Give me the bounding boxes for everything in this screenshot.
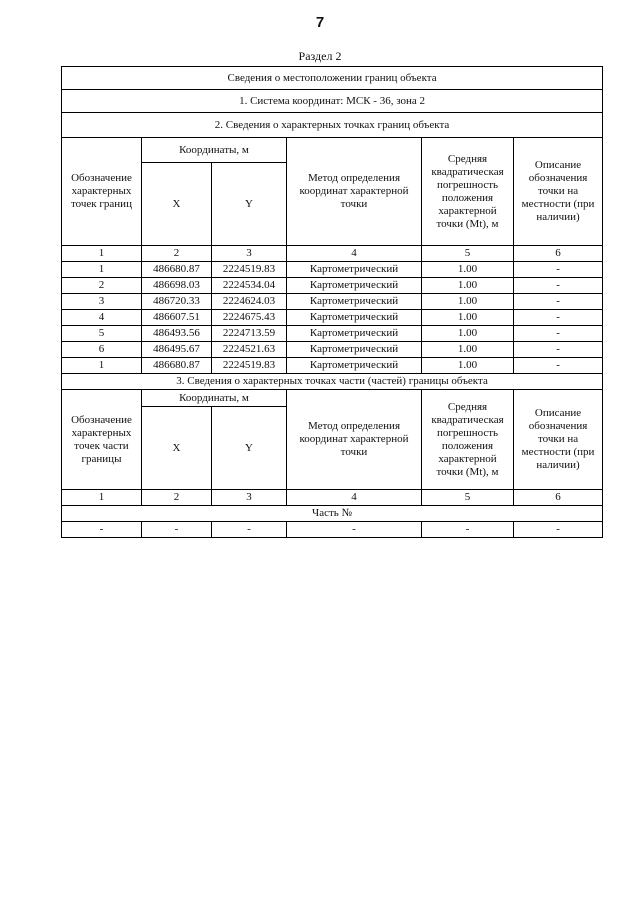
table-title: Сведения о местоположении границ объекта (62, 67, 603, 90)
section1-header-y: Y (212, 163, 287, 246)
table-cell: 486680.87 (142, 262, 212, 278)
section2-header-method: Метод определения координат характерной точки (287, 390, 422, 490)
table-row (62, 262, 603, 278)
section2-column-number: 1 (62, 490, 142, 506)
table-cell: Картометрический (287, 278, 422, 294)
section2-header-description: Описание обозначения точки на местности (при наличии) (514, 390, 603, 490)
table-cell: Картометрический (287, 358, 422, 374)
table-cell: - (514, 278, 603, 294)
table-cell: 1.00 (422, 358, 514, 374)
section2-header-x: X (142, 407, 212, 490)
table-cell: - (514, 294, 603, 310)
table-cell: Картометрический (287, 326, 422, 342)
table-cell: Картометрический (287, 342, 422, 358)
table-cell: - (514, 342, 603, 358)
section2-column-number: 6 (514, 490, 603, 506)
section-label: Раздел 2 (298, 49, 342, 63)
table-cell: 1.00 (422, 294, 514, 310)
section1-header-coordinates: Координаты, м (142, 138, 287, 163)
section2-column-number: 2 (142, 490, 212, 506)
section1-column-number: 5 (422, 246, 514, 262)
table-cell: Картометрический (287, 294, 422, 310)
table-cell: 6 (62, 342, 142, 358)
table-cell: - (514, 358, 603, 374)
table-row (62, 278, 603, 294)
section2-title: 3. Сведения о характерных точках части (частей) границы объекта (62, 374, 603, 390)
table-cell: 1 (62, 262, 142, 278)
table-cell: 1.00 (422, 310, 514, 326)
section2-header-error: Средняя квадратическая погрешность положения характерной точки (Mt), м (422, 390, 514, 490)
table-cell: 1.00 (422, 278, 514, 294)
part-label: Часть № (62, 506, 603, 522)
page-number: 7 (315, 14, 325, 31)
table-cell: 2224713.59 (212, 326, 287, 342)
table-cell: 486495.67 (142, 342, 212, 358)
table-cell: - (62, 522, 142, 538)
table-cell: 3 (62, 294, 142, 310)
section1-header-method: Метод определения координат характерной точки (287, 138, 422, 246)
table-cell: 2224624.03 (212, 294, 287, 310)
table-row (62, 522, 603, 538)
table-cell: - (422, 522, 514, 538)
table-row (62, 342, 603, 358)
table-cell: - (514, 522, 603, 538)
table-cell: 1.00 (422, 342, 514, 358)
table-cell: 486680.87 (142, 358, 212, 374)
section2-column-number: 4 (287, 490, 422, 506)
table-cell: 4 (62, 310, 142, 326)
table-cell: - (212, 522, 287, 538)
table-cell: 5 (62, 326, 142, 342)
table-row (62, 326, 603, 342)
table-cell: - (287, 522, 422, 538)
section2-column-number: 3 (212, 490, 287, 506)
section1-header-error: Средняя квадратическая погрешность положения характерной точки (Mt), м (422, 138, 514, 246)
table-cell: Картометрический (287, 310, 422, 326)
table-cell: 486698.03 (142, 278, 212, 294)
coord-system: 1. Система координат: МСК - 36, зона 2 (62, 90, 603, 113)
table-cell: 2 (62, 278, 142, 294)
section1-column-number: 1 (62, 246, 142, 262)
table-cell: 2224519.83 (212, 262, 287, 278)
section1-header-description: Описание обозначения точки на местности (при наличии) (514, 138, 603, 246)
table-cell: 486493.56 (142, 326, 212, 342)
table-row (62, 358, 603, 374)
section1-column-number: 3 (212, 246, 287, 262)
table-row (62, 294, 603, 310)
table-cell: 2224675.43 (212, 310, 287, 326)
section2-header-designation: Обозначение характерных точек части границы (62, 390, 142, 490)
table-cell: 1.00 (422, 326, 514, 342)
table-cell: 2224519.83 (212, 358, 287, 374)
section1-title: 2. Сведения о характерных точках границ объекта (62, 113, 603, 138)
section1-column-number: 2 (142, 246, 212, 262)
table-cell: 2224534.04 (212, 278, 287, 294)
table-cell: - (514, 310, 603, 326)
section1-header-designation: Обозначение характерных точек границ (62, 138, 142, 246)
section2-header-y: Y (212, 407, 287, 490)
section1-column-number: 4 (287, 246, 422, 262)
table-cell: 1.00 (422, 262, 514, 278)
table-cell: - (514, 326, 603, 342)
boundary-table (61, 66, 603, 538)
table-cell: 1 (62, 358, 142, 374)
table-cell: - (514, 262, 603, 278)
section2-column-number: 5 (422, 490, 514, 506)
section1-column-number: 6 (514, 246, 603, 262)
table-row (62, 310, 603, 326)
table-cell: 486607.51 (142, 310, 212, 326)
table-cell: - (142, 522, 212, 538)
table-cell: 2224521.63 (212, 342, 287, 358)
section2-header-coordinates: Координаты, м (142, 390, 287, 407)
section1-header-x: X (142, 163, 212, 246)
table-cell: Картометрический (287, 262, 422, 278)
table-cell: 486720.33 (142, 294, 212, 310)
